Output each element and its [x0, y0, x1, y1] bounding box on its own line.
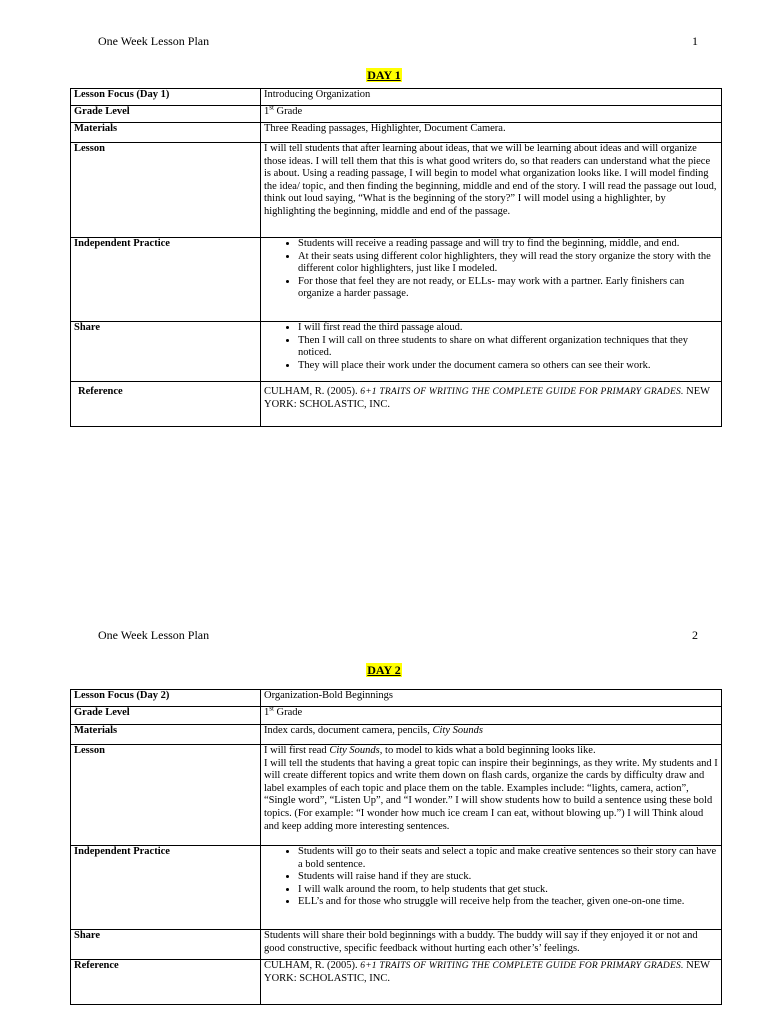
- list-item: • Then I will call on three students to share on what different organization techniques that they noticed.: [298, 335, 718, 360]
- reference-title: 6+1 TRAITS OF WRITING THE COMPLETE GUIDE FOR PRIMARY GRADES.: [360, 387, 684, 397]
- list-item: • Students will go to their seats and select a topic and make creative sentences so their story can have a bold sentence.: [298, 846, 718, 871]
- row-label-share: Share: [71, 322, 261, 382]
- day-heading: [0, 68, 768, 83]
- list-item: • Students will receive a reading passage and will try to find the beginning, middle, and end.: [298, 238, 718, 251]
- lesson-text-3: I will tell the students that having a great topic can inspire their beginnings, as they write. My students and I will create different topics and write them down on flash cards, organize the cards by difficulty draw and label examples of each topic and place them on the table. Examples include: “lights, camera, action”, “Single word”, “Listen Up”, and “I wonder.” I will show students how to build a sentence using these bold topics. (For example: “I wonder how much ice cream I can eat, without blowing up.”) I will Think aloud and keep adding more interesting sentences.: [264, 757, 718, 832]
- row-label-focus: Lesson Focus (Day 1): [71, 89, 261, 106]
- running-header-title: One Week Lesson Plan: [98, 34, 210, 48]
- reference-publisher: NEW YORK: SCHOLASTIC, INC.: [264, 386, 710, 410]
- list-item: • I will first read the third passage aloud.: [298, 322, 718, 335]
- running-header-title: One Week Lesson Plan: [98, 628, 210, 642]
- grade-number: 1: [264, 707, 270, 718]
- row-label-share: Share: [71, 930, 261, 960]
- row-value-independent-practice: [261, 238, 722, 322]
- row-value-independent-practice: [261, 846, 722, 930]
- list-item: • Students will raise hand if they are stuck.: [298, 871, 718, 884]
- table-row: [71, 745, 722, 846]
- row-value-grade: [261, 704, 722, 725]
- lesson-plan-table: [70, 689, 722, 1005]
- table-row: [71, 382, 722, 427]
- day-heading-text: DAY 1: [367, 68, 401, 82]
- row-value-share: Students will share their bold beginnings with a buddy. The buddy will say if they enjoyed it or not and good constructive, specific feedback without hurting each other’s’ feelings.: [261, 930, 722, 960]
- row-label-lesson: Lesson: [71, 745, 261, 846]
- row-label-grade: Grade Level: [71, 707, 261, 725]
- page-2: [0, 600, 768, 1024]
- table-row: [71, 106, 722, 123]
- row-value-reference: [261, 960, 722, 1005]
- table-row: [71, 930, 722, 960]
- row-value-grade: [261, 103, 722, 123]
- row-value-lesson: [261, 745, 722, 846]
- row-label-independent-practice: Independent Practice: [71, 846, 261, 930]
- row-label-focus: Lesson Focus (Day 2): [71, 690, 261, 707]
- row-label-materials: Materials: [71, 725, 261, 745]
- grade-word: Grade: [273, 707, 303, 718]
- row-label-grade: Grade Level: [71, 106, 261, 123]
- reference-author: CULHAM, R. (2005).: [264, 386, 361, 397]
- table-row: [71, 707, 722, 725]
- reference-title: 6+1 TRAITS OF WRITING THE COMPLETE GUIDE FOR PRIMARY GRADES.: [360, 961, 684, 971]
- table-row: [71, 322, 722, 382]
- table-row: [71, 238, 722, 322]
- table-row: [71, 143, 722, 238]
- lesson-book-title: City Sounds: [329, 745, 380, 756]
- row-value-materials: [261, 725, 722, 745]
- row-label-lesson: Lesson: [71, 143, 261, 238]
- practice-list: [264, 238, 718, 301]
- row-value-reference: [261, 382, 722, 427]
- grade-suffix: st: [269, 704, 274, 713]
- materials-book-title: City Sounds: [432, 725, 483, 736]
- list-item: • They will place their work under the document camera so others can see their work.: [298, 360, 718, 373]
- row-value-share: [261, 322, 722, 382]
- row-value-focus: Organization-Bold Beginnings: [261, 690, 722, 707]
- row-value-focus: Introducing Organization: [261, 89, 722, 106]
- list-item: • I will walk around the room, to help students that get stuck.: [298, 884, 718, 897]
- reference-author: CULHAM, R. (2005).: [264, 960, 361, 971]
- day-heading-text: DAY 2: [367, 663, 401, 677]
- list-item: • At their seats using different color highlighters, they will read the story organize the story with the different color highlighters, just like I modeled.: [298, 251, 718, 276]
- lesson-text-1: I will first read: [264, 745, 330, 756]
- list-item: • For those that feel they are not ready, or ELLs- may work with a partner. Early finishers can organize a harder passage.: [298, 276, 718, 301]
- table-row: [71, 89, 722, 106]
- row-label-independent-practice: Independent Practice: [71, 238, 261, 322]
- table-row: [71, 846, 722, 930]
- lesson-plan-table: [70, 88, 722, 427]
- table-row: [71, 690, 722, 707]
- page-number: 2: [692, 628, 698, 642]
- table-row: [71, 123, 722, 143]
- lesson-text-2: , to model to kids what a bold beginning looks like.: [379, 745, 596, 756]
- grade-suffix: st: [269, 103, 274, 112]
- list-item: • ELL’s and for those who struggle will receive help from the teacher, given one-on-one time.: [298, 896, 718, 909]
- row-label-materials: Materials: [71, 123, 261, 143]
- grade-number: 1: [264, 106, 270, 117]
- materials-text: Index cards, document camera, pencils,: [264, 725, 433, 736]
- day-heading: [0, 663, 768, 678]
- page-number: 1: [692, 34, 698, 48]
- row-value-materials: Three Reading passages, Highlighter, Document Camera.: [261, 123, 722, 143]
- row-value-lesson: I will tell students that after learning about ideas, that we will be learning about ideas and will organize those ideas. I will tell them that this is what good writers do, so that readers can understand what the piece is about. Using a reading passage, I will begin to model what organization looks like. I will model finding the idea/ topic, and then finding the beginning, middle and end of the story. I will read the passage out loud, think out loud saying, “What is the beginning of the story?” I will model using a highlighter, by highlighting the beginning, middle and end of the passage.: [261, 143, 722, 238]
- practice-list: [264, 846, 718, 909]
- row-label-reference: Reference: [71, 382, 261, 427]
- reference-publisher: NEW YORK: SCHOLASTIC, INC.: [264, 960, 710, 984]
- row-label-reference: Reference: [71, 960, 261, 1005]
- share-list: [264, 322, 718, 372]
- grade-word: Grade: [273, 106, 303, 117]
- table-row: [71, 725, 722, 745]
- table-row: [71, 960, 722, 1005]
